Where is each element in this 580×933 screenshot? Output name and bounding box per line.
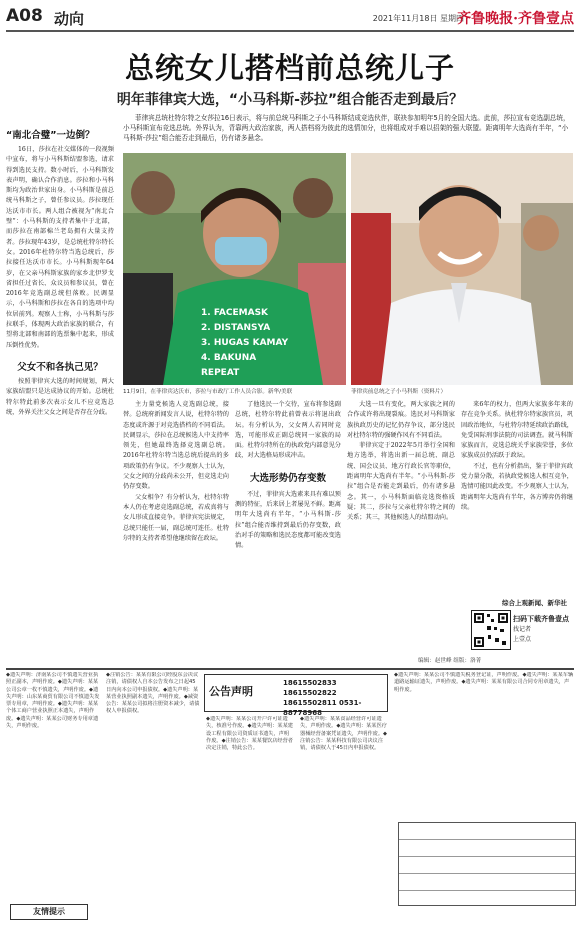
ads-column-e: ◆遗失声明：某某公司不慎遗失税务登记证，声明作废。◆遗失声明：某某车辆道路运输证遗失，声明作废。◆遗失声明：某某有限公司合同专用章遗失，声明作废。: [394, 672, 574, 693]
sign-line-1: 1. FACEMASK: [201, 308, 269, 318]
qr-line-2: 上壹点: [513, 636, 532, 643]
photo-sara-image: [123, 153, 346, 385]
column-4-text-b: 菲律宾定于2022年5月举行全国和地方选举，将选出新一届总统、副总统、国会议员、地方行政长官等职位，距离明年大选尚有半年。“小马科斯-莎拉”组合是否能走到最后，仍有诸多悬念。其一，小马科斯面临竞选资格质疑；其二，莎拉与父亲杜特尔特之间的关系；其三，其他候选人的结盟动向。: [347, 442, 455, 522]
sign-line-5: REPEAT: [201, 368, 240, 378]
phone-line-2: 18615502811 0531-88778968: [283, 699, 362, 717]
sign-line-2: 2. DISTANSYA: [201, 323, 271, 333]
article-column-4: [347, 400, 455, 665]
section-heading-2: 父女不和各执己见？: [17, 361, 103, 373]
section-heading-3: 大选形势仍存变数: [249, 472, 326, 484]
photo-caption-left: 11月9日，在菲律宾达沃市，莎拉与市政厅工作人员合影。新华/美联: [123, 389, 293, 395]
qr-title: 扫码下载齐鲁壹点: [513, 615, 569, 623]
ads-column-b: ◆注销公告：某某有限公司经股东会决议注销，请债权人自本公告发布之日起45日内向本公司申报债权。◆遗失声明：某某营业执照副本遗失，声明作废。◆减资公告：某某公司拟将注册资本减少，请债权人申报债权。: [106, 672, 200, 715]
column-3-text: 了他选民一个交待，宣布将参选副总统，杜特尔特此前曾表示将退出政坛。有分析认为，父女两人若同时竞选，可能形成正副总统同一家族的局面。杜特尔特所在的执政党内部意见分歧，对大选格局形成冲击。: [235, 401, 341, 460]
ads-table-row: [399, 823, 575, 840]
column-4-text: 大选一旦有变化，两大家族之间的合作或许将出现裂痕。选民对马科斯家族执政历史的记忆仍存争议，部分选民对杜特尔特的强硬作风有不同看法。: [347, 401, 455, 439]
article-title: 总统女儿搭档前总统儿子: [124, 51, 455, 85]
ads-table-row: [399, 874, 575, 891]
section-name: 动向: [54, 10, 85, 28]
article-lead: 菲律宾总统杜特尔特之女莎拉16日表示，将与前总统马科斯之子小马科斯结成竞选伙伴，联袂参加明年5月的全国大选。此前，莎拉宣布竞选副总统，小马科斯宣布竞选总统。外界认为，背靠两大政治家族，两人搭档将为彼此的选情加分，也将组成对手难以招架的强大联盟。距离明年大选尚有半年，“小马科斯-莎拉”组合能否走到最后，仍有诸多悬念。: [123, 114, 570, 142]
article-column-3: [235, 400, 341, 665]
sign-line-4: 4. BAKUNA: [201, 353, 257, 363]
article-subtitle: 明年菲律宾大选，“小马科斯-莎拉”组合能否走到最后？: [116, 92, 464, 108]
qr-code-graphic: [472, 611, 510, 649]
ads-table: [398, 822, 576, 906]
section-heading-1: “南北合璧”一边倒？: [6, 130, 95, 141]
photo-sara: [123, 153, 346, 385]
ads-table-row: [399, 857, 575, 874]
notice-phones: [283, 678, 387, 718]
brand-logo: 齐鲁晚报·齐鲁壹点: [457, 11, 574, 27]
article-byline: 综合上观新闻、新华社: [502, 599, 567, 607]
article-column-2: [123, 400, 229, 665]
editor-credits: 编辑：赵世峰 组版：洛菁: [418, 658, 482, 664]
column-5-text-b: 不过，也有分析指出，鉴于菲律宾政党力量分散，若执政党候选人相互竞争，选情可能因此改变。不少观察人士认为，距离明年大选尚有半年，各方博弈仍将继续。: [461, 462, 573, 511]
ads-column-a: ◆遗失声明：济南某公司不慎遗失营业执照正副本，声明作废。◆遗失声明：某某公司公章一枚不慎遗失，声明作废。◆遗失声明：山东某商贸有限公司不慎遗失发票专用章，声明作废。◆遗失声明：某某个体工商户营业执照正本遗失，声明作废。◆遗失声明：某某公司财务专用章遗失，声明作废。: [6, 672, 100, 730]
photo-marcos: [351, 153, 573, 385]
photo-marcos-image: [351, 153, 573, 385]
ads-column-d: ◆遗失声明：某某食品经营许可证遗失，声明作废。◆遗失声明：某某医疗器械经营备案凭证遗失，声明作废。◆注销公告：某某科技有限公司决议注销，请债权人于45日内申报债权。: [300, 716, 387, 752]
qr-line-1: 找记者: [513, 626, 532, 633]
column-1-text-b: 按照菲律宾大选的时间规划，两大家族结盟只是达成协议的开始。总统杜特尔特此前多次表示女儿不应竞选总统，外界关注父女之间是否存在分歧。: [6, 377, 114, 416]
column-3-text-b: 不过，菲律宾大选素来具有难以预测的特征，后来居上者屡见不鲜。距离明年大选尚有半年，“小马科斯-莎拉”组合能否维持到最后仍存变数，政治对手的策略和选民态度都可能改变选情。: [235, 490, 341, 550]
qr-code-icon[interactable]: [471, 610, 511, 650]
sign-line-3: 3. HUGAS KAMAY: [201, 338, 289, 348]
qr-caption: [513, 614, 569, 645]
article-column-5: [461, 400, 573, 595]
column-2-text: 主力量党候选人竞选副总统，接替。总统府新闻发言人说，杜特尔特的态度或许源于对竞选搭档的不同看法。民调显示，莎拉在总统候选人中支持率领先，但她最终选择竞选副总统。2016年杜特尔特当选总统后提出的多项政策仍有争议。不少观察人士认为，父女之间的分歧尚未公开，但竞选走向仍存变数。: [123, 401, 229, 491]
column-1-text: 16日，莎拉在社交媒体的一段视频中宣布，将与小马科斯结盟参选，请求得到选民支持。数小时后，小马科斯发表声明，确认合作消息。莎拉和小马科斯均为政治世家出身。小马科斯是前总统马科斯之子，曾任参议员。莎拉现任达沃市市长。两人组合被视为“南北合璧”：小马科斯的支持者集中于北部，而莎拉在南部棉兰老岛拥有大量支持者。莎拉现年43岁，是总统杜特尔特长女。2016年杜特尔特当选总统后，莎拉接任达沃市市长。小马科斯现年64岁，在父亲马科斯家族的家乡北伊罗戈省担任过省长、众议员和参议员，曾在2016年竞选副总统但落败。民调显示，小马科斯和莎拉在各自的选项中均位居前列。观察人士称，小马科斯与莎拉联手，体现两大政治家族的联合，有望将北部和南部的选票集中起来，形成压倒性优势。: [6, 146, 114, 349]
column-2-text-b: 父女相争？有分析认为，杜特尔特本人仍在考虑竞选副总统，若成真将与女儿形成直接竞争。菲律宾宪法规定，总统只能任一届，副总统可连任。杜特尔特的支持者希望他继续留在政坛。: [123, 493, 229, 542]
ads-table-row: [399, 840, 575, 857]
issue-date: 2021年11月18日 星期四: [372, 14, 464, 23]
classified-ads: [6, 672, 574, 927]
ads-column-c: ◆遗失声明：某某公司开户许可证遗失，核准号作废。◆遗失声明：某某建设工程有限公司资质证书遗失，声明作废。◆注销公告：某某餐饮店经营者决定注销，特此公告。: [206, 716, 293, 752]
photo-caption-right: 菲律宾前总统之子小马科斯（资料片）: [351, 389, 447, 395]
notice-title: 公告声明: [209, 685, 253, 698]
page-header: [6, 4, 574, 32]
phone-line-1: 18615502833 18615502822: [283, 679, 337, 697]
page-number: A08: [6, 6, 43, 26]
article-column-1: [6, 125, 114, 665]
notice-box: [204, 674, 388, 717]
ads-divider: [6, 668, 574, 670]
column-5-text: 来6年的权力，但两大家族多年来的存在竞争关系。执杜特尔特家族官员，巩固政治地位，与杜特尔特延续政治路线，免受国际刑事法院的司法调查。就马科斯家族而言，竞选总统关乎家族荣誉，多位家族成员仍活跃于政坛。: [461, 401, 573, 460]
friendly-reminder-box: 友情提示: [10, 904, 88, 920]
